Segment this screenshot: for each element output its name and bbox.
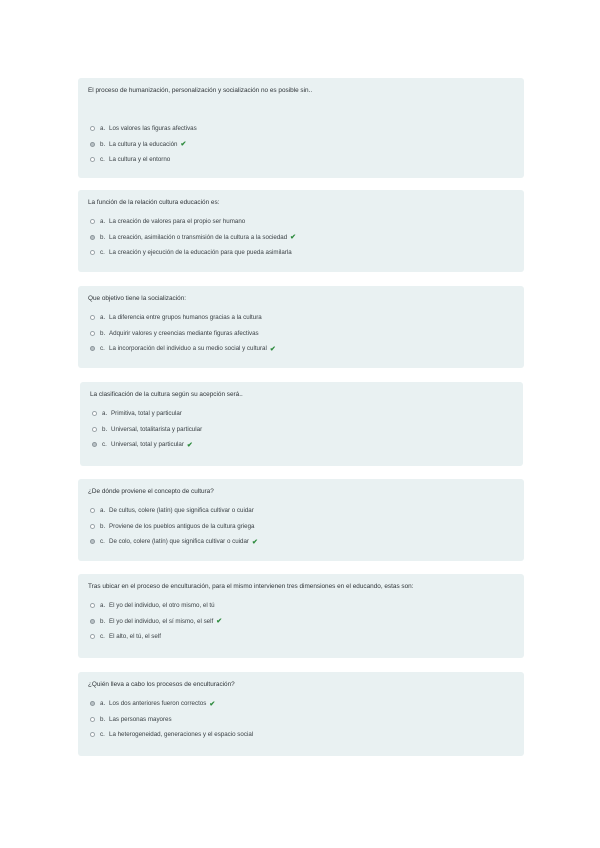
answer-option-a[interactable]: a. Los dos anteriores fueron correctos ✔ (90, 699, 514, 708)
answer-option-b[interactable]: b. La cultura y la educación ✔ (90, 140, 514, 149)
answer-option-c[interactable]: c. La heterogeneidad, generaciones y el espacio social (90, 730, 514, 739)
answer-option-a[interactable]: a. La diferencia entre grupos humanos gracias a la cultura (90, 313, 514, 322)
checkmark-icon: ✔ (186, 441, 193, 449)
radio-button[interactable] (90, 732, 95, 737)
radio-button-selected[interactable] (90, 235, 95, 240)
radio-button-selected[interactable] (90, 346, 95, 351)
answer-option-c[interactable]: c. De colo, colere (latín) que significa cultivar o cuidar ✔ (90, 537, 514, 546)
answer-options (90, 313, 514, 360)
answer-option-b[interactable]: b. Proviene de los pueblos antiguos de la cultura griega (90, 522, 514, 531)
answer-options (90, 699, 514, 746)
answer-option-b[interactable]: b. El yo del individuo, el sí mismo, el self ✔ (90, 617, 514, 626)
radio-button[interactable] (90, 524, 95, 529)
radio-button[interactable] (90, 250, 95, 255)
radio-button-selected[interactable] (92, 442, 97, 447)
answer-option-c[interactable]: c. Universal, total y particular ✔ (92, 440, 513, 449)
radio-button[interactable] (90, 508, 95, 513)
question-card (78, 479, 524, 561)
question-text: Tras ubicar en el proceso de enculturación, para el mismo intervienen tres dimensiones en el educando, estas son: (88, 583, 414, 590)
answer-option-b[interactable]: b. La creación, asimilación o transmisión de la cultura a la sociedad ✔ (90, 233, 514, 242)
radio-button-selected[interactable] (90, 701, 95, 706)
answer-options (90, 217, 514, 264)
answer-options (90, 124, 514, 171)
question-text: Que objetivo tiene la socialización: (88, 295, 187, 302)
answer-option-a[interactable]: a. El yo del individuo, el otro mismo, el tú (90, 601, 514, 610)
question-card (80, 382, 523, 466)
question-text: La clasificación de la cultura según su acepción será.. (90, 391, 243, 398)
answer-option-c[interactable]: c. La cultura y el entorno (90, 155, 514, 164)
checkmark-icon: ✔ (290, 234, 297, 241)
answer-option-c[interactable]: c. La creación y ejecución de la educación para que pueda asimilarla (90, 248, 514, 257)
radio-button[interactable] (90, 219, 95, 224)
radio-button[interactable] (90, 315, 95, 320)
answer-option-c[interactable]: c. El alto, el tú, el self (90, 632, 514, 641)
checkmark-icon: ✔ (180, 141, 187, 148)
radio-button[interactable] (90, 157, 95, 162)
question-card (78, 190, 524, 272)
radio-button[interactable] (92, 411, 97, 416)
radio-button[interactable] (90, 126, 95, 131)
answer-option-b[interactable]: b. Las personas mayores (90, 715, 514, 724)
answer-options (92, 409, 513, 456)
answer-options (90, 506, 514, 553)
radio-button-selected[interactable] (90, 142, 95, 147)
question-text: ¿De dónde proviene el concepto de cultura? (88, 488, 214, 495)
radio-button-selected[interactable] (90, 619, 95, 624)
question-text: El proceso de humanización, personalización y socialización no es posible sin.. (88, 87, 313, 94)
question-card (78, 78, 524, 178)
radio-button-selected[interactable] (90, 539, 95, 544)
answer-option-b[interactable]: b. Universal, totalitarista y particular (92, 425, 513, 434)
radio-button[interactable] (90, 603, 95, 608)
radio-button[interactable] (90, 717, 95, 722)
answer-option-a[interactable]: a. De cultus, colere (latín) que significa cultivar o cuidar (90, 506, 514, 515)
radio-button[interactable] (90, 331, 95, 336)
radio-button[interactable] (92, 427, 97, 432)
answer-option-a[interactable]: a. Los valores las figuras afectivas (90, 124, 514, 133)
checkmark-icon: ✔ (209, 700, 216, 708)
radio-button[interactable] (90, 634, 95, 639)
checkmark-icon: ✔ (269, 345, 276, 353)
question-text: La función de la relación cultura educación es: (88, 199, 220, 206)
question-text: ¿Quién lleva a cabo los procesos de enculturación? (88, 681, 235, 688)
answer-option-a[interactable]: a. Primitiva, total y particular (92, 409, 513, 418)
checkmark-icon: ✔ (216, 618, 223, 625)
answer-option-a[interactable]: a. La creación de valores para el propio ser humano (90, 217, 514, 226)
question-card (78, 286, 524, 368)
question-card (78, 574, 524, 658)
answer-options (90, 601, 514, 648)
checkmark-icon: ✔ (251, 538, 258, 546)
answer-option-b[interactable]: b. Adquirir valores y creencias mediante figuras afectivas (90, 329, 514, 338)
question-card (78, 672, 524, 756)
answer-option-c[interactable]: c. La incorporación del individuo a su medio social y cultural ✔ (90, 344, 514, 353)
